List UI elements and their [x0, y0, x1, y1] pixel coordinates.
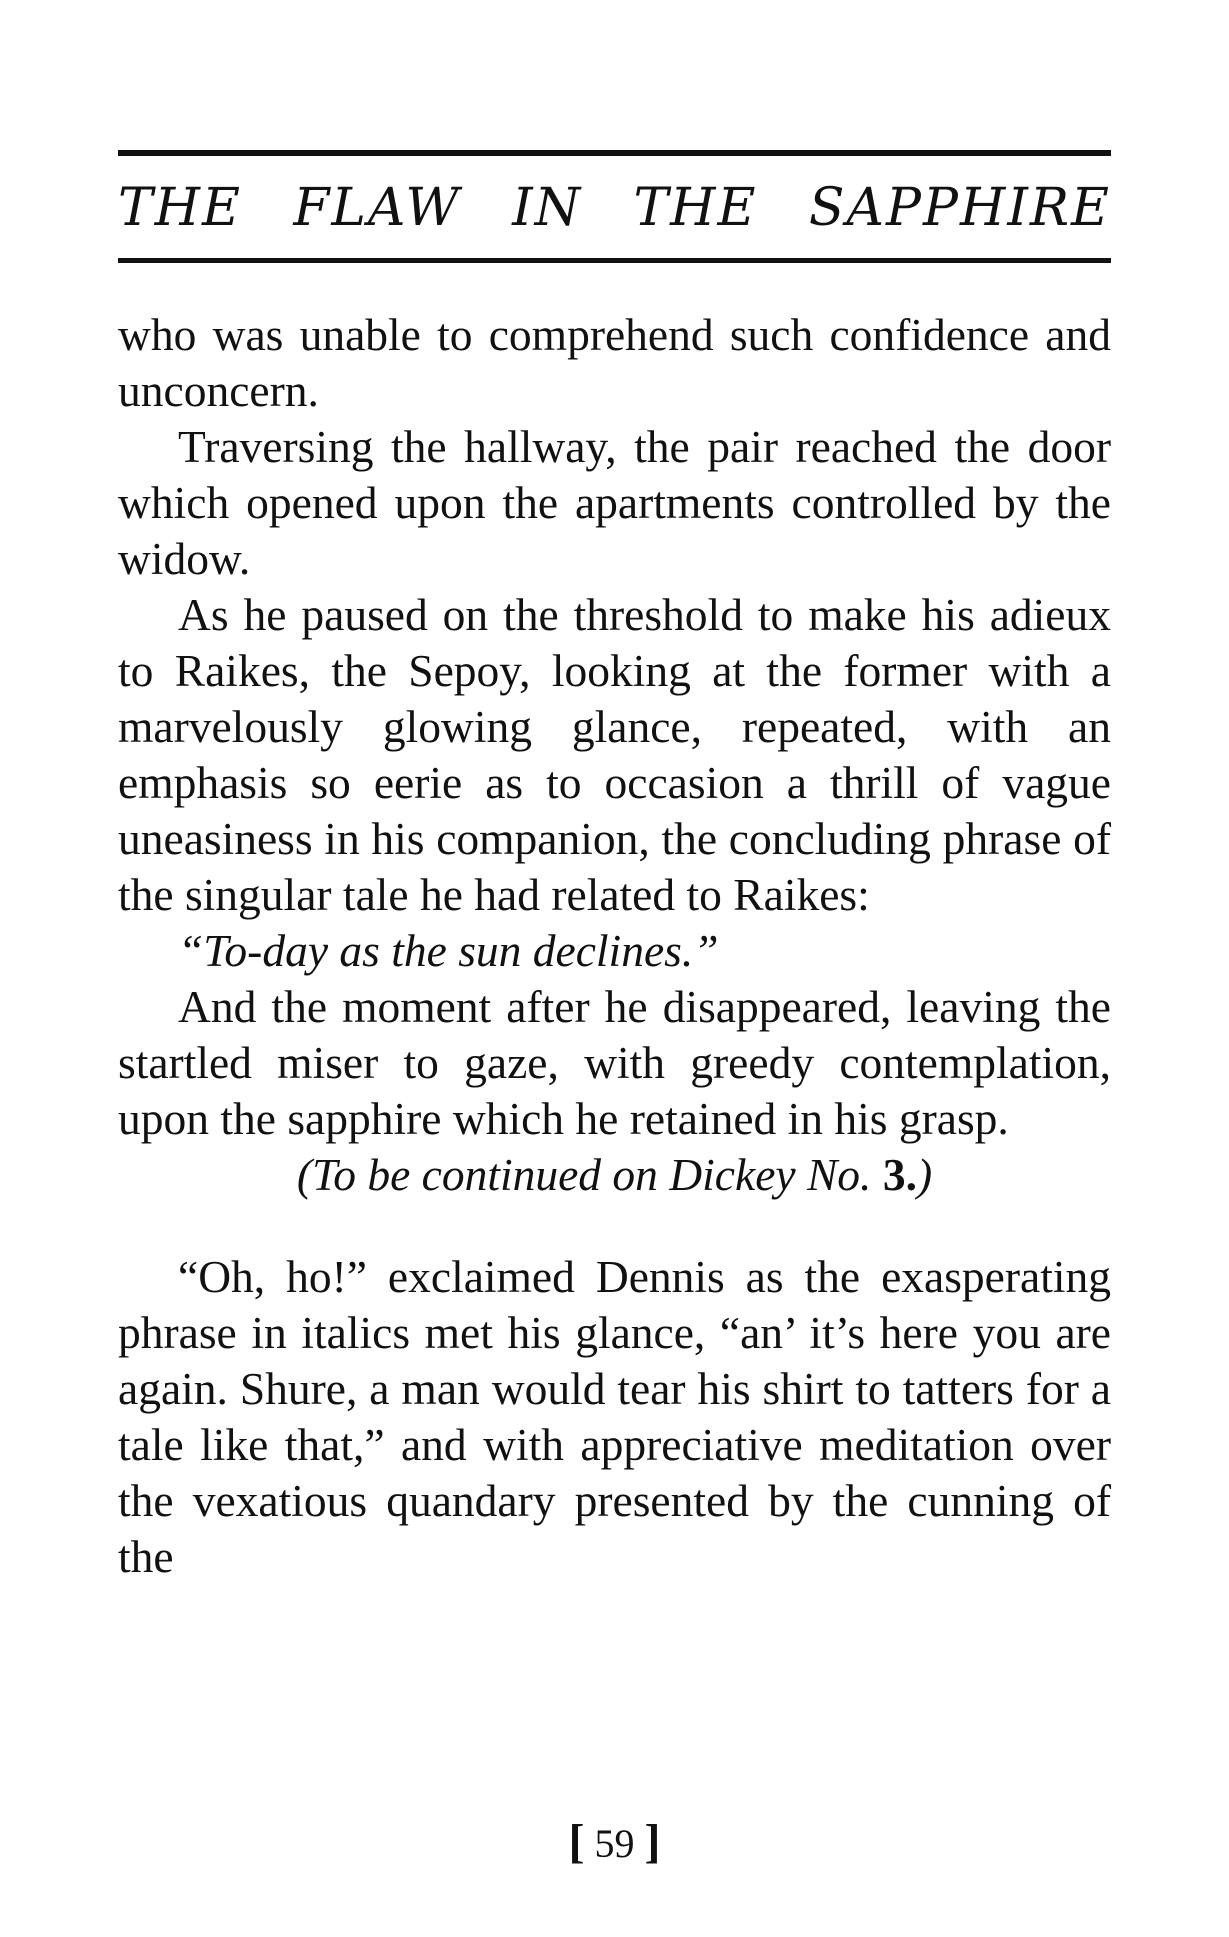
paragraph: As he paused on the threshold to make his adieux to Raikes, the Sepoy, looking at the former with a marvelously glowing glance, repeated, with an emphasis so eerie as to occasion a thrill of vague uneasiness in his companion, the concluding phrase of the singular tale he had related to Raikes:: [118, 589, 1111, 920]
paragraph: And the moment after he disappeared, leaving the startled miser to gaze, with greedy contemplation, upon the sapphire which he retained in his grasp.: [118, 981, 1111, 1144]
continuation-text: To be continued on Dickey No.: [312, 1149, 872, 1200]
paragraph: “Oh, ho!” exclaimed Dennis as the exasperating phrase in italics met his glance, “an’ it’s here you are again. Shure, a man would tear his shirt to tatters for a tale like that,” and with appreciative meditation over the vexatious quandary presented by the cunning of the: [118, 1251, 1111, 1582]
running-head-word: IN: [512, 178, 583, 238]
paragraph: Traversing the hallway, the pair reached the door which opened upon the apartments controlled by the widow.: [118, 421, 1111, 584]
running-head-word: FLAW: [293, 178, 461, 238]
running-head-word: THE: [633, 178, 758, 238]
page-number: [0, 1815, 1229, 1868]
running-head-word: THE: [118, 178, 242, 238]
header-rule-top: [118, 150, 1111, 156]
body-text: [118, 307, 1111, 1585]
page-number-value: 59: [594, 1821, 635, 1866]
continuation-close-paren: ): [916, 1149, 933, 1200]
header-rule-bottom: [118, 258, 1111, 263]
running-head: [118, 178, 1111, 238]
continuation-number: 3.: [882, 1149, 917, 1200]
paragraph: who was unable to comprehend such confidence and unconcern.: [118, 309, 1111, 416]
quoted-phrase: “To-day as the sun declines.”: [178, 925, 719, 976]
page-number-close-bracket: ]: [644, 1815, 661, 1868]
continuation-note: [118, 1147, 1111, 1249]
page-number-open-bracket: [: [568, 1815, 585, 1868]
continuation-open-paren: (: [296, 1149, 313, 1200]
running-head-word: SAPPHIRE: [808, 178, 1111, 238]
